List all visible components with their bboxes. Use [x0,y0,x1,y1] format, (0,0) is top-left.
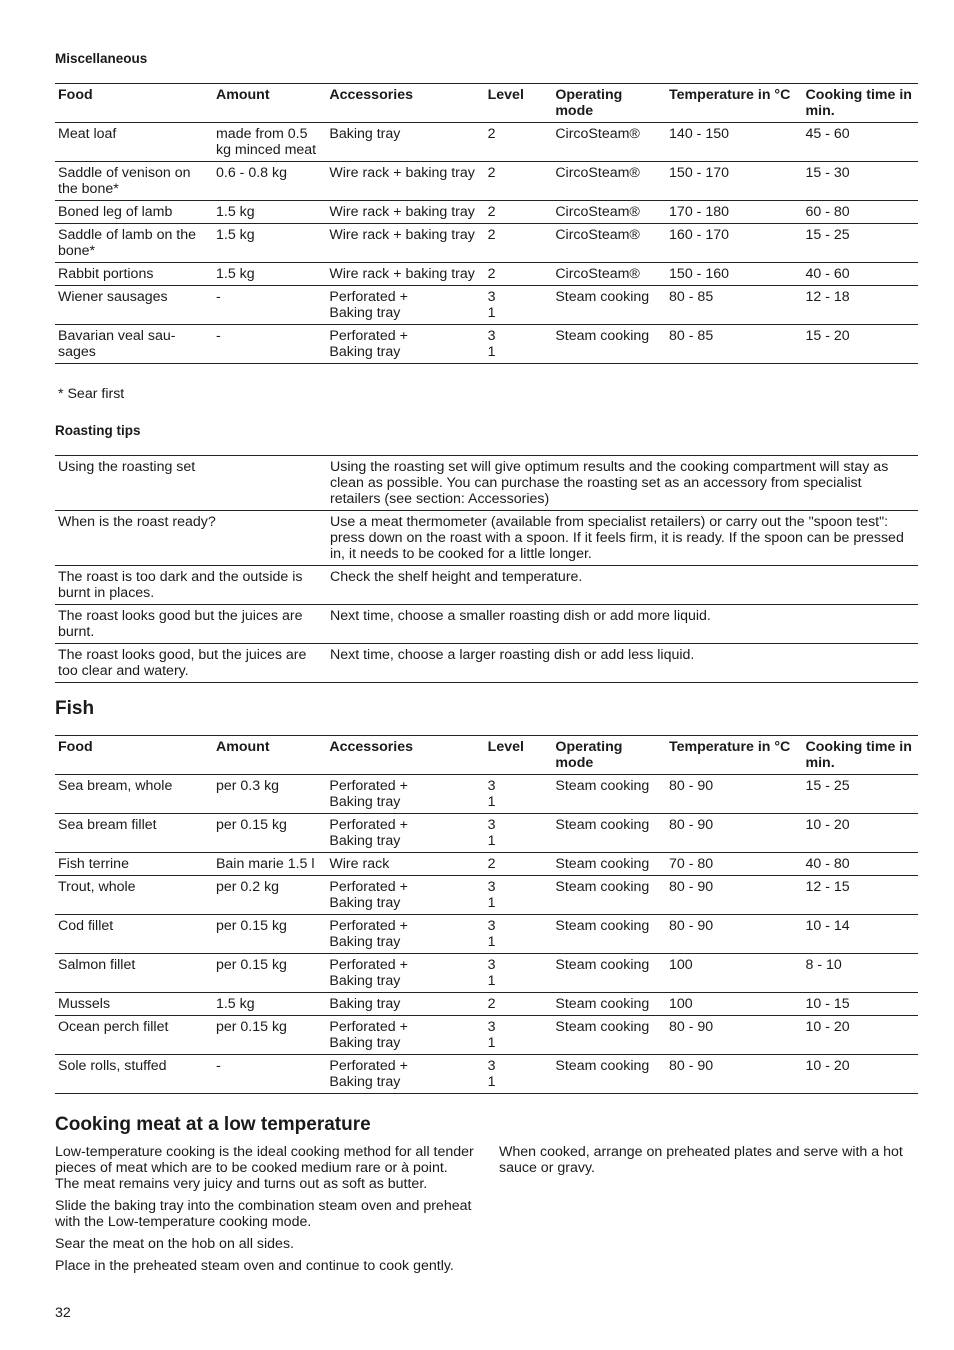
table-row [55,954,918,993]
lowtemp-right-column [499,1144,914,1182]
col-header-level: Level [487,739,524,755]
cell-temperature: 80 - 90 [668,778,714,794]
col-header-food: Food [58,739,93,755]
cell-level: 2 [487,227,496,243]
cell-amount: per 0.15 kg [215,957,287,973]
col-header-time: Cooking time in min. [805,739,912,771]
cell-accessories: Perforated + Baking tray [329,817,408,849]
cell-amount: per 0.15 kg [215,918,287,934]
table-row [55,644,918,683]
misc-footnote: * Sear first [58,386,125,402]
cell-accessories: Perforated + Baking tray [329,918,408,950]
cell-level: 3 1 [487,289,496,321]
page-number: 32 [55,1305,71,1321]
cell-food: Sole rolls, stuffed [58,1058,167,1074]
cell-mode: Steam cooking [555,996,650,1012]
tip-answer: Check the shelf height and temperature. [330,569,583,585]
cell-temperature: 160 - 170 [669,227,729,243]
tip-question: Using the roasting set [58,459,196,475]
tip-question: The roast looks good, but the juices are too clear and watery. [58,647,307,679]
table-row [55,325,918,364]
cell-amount: 1.5 kg [215,227,255,243]
cell-mode: Steam cooking [555,957,650,973]
cell-amount: - [215,1058,221,1074]
cell-temperature: 80 - 90 [668,879,714,895]
col-header-accessories: Accessories [329,739,413,755]
cell-food: Wiener sausages [58,289,168,305]
cell-accessories: Wire rack + baking tray [329,227,475,243]
cell-time: 15 - 30 [805,165,850,181]
cell-time: 40 - 80 [805,856,850,872]
col-header-mode: Operating mode [555,87,623,119]
paragraph: Sear the meat on the hob on all sides. [55,1236,294,1252]
tip-question: When is the roast ready? [58,514,216,530]
table-row [55,775,918,814]
roasting-heading: Roasting tips [55,423,141,438]
cell-amount: Bain marie 1.5 l [215,856,315,872]
cell-food: Ocean perch fillet [58,1019,169,1035]
cell-amount: per 0.15 kg [215,1019,287,1035]
cell-time: 10 - 20 [805,1019,850,1035]
table-row [55,1055,918,1094]
fish-heading: Fish [55,698,95,719]
cell-temperature: 80 - 85 [669,328,714,344]
cell-temperature: 100 [668,996,693,1012]
cell-accessories: Wire rack + baking tray [329,204,475,220]
cell-time: 15 - 20 [805,328,850,344]
lowtemp-left-column [55,1144,475,1280]
cell-level: 3 1 [487,1019,496,1051]
cell-temperature: 150 - 160 [669,266,729,282]
lowtemp-heading: Cooking meat at a low temperature [55,1114,371,1135]
cell-level: 3 1 [487,817,496,849]
cell-amount: made from 0.5 kg minced meat [215,126,317,158]
cell-accessories: Perforated + Baking tray [329,289,408,321]
cell-food: Saddle of venison on the bone* [58,165,191,197]
cell-temperature: 100 [668,957,693,973]
cell-mode: Steam cooking [555,817,650,833]
cell-time: 15 - 25 [805,778,850,794]
cell-time: 40 - 60 [805,266,850,282]
cell-amount: - [215,289,221,305]
cell-mode: Steam cooking [555,1058,650,1074]
table-row [55,123,918,162]
table-row [55,286,918,325]
paragraph: Low-temperature cooking is the ideal cooking method for all tender pieces of meat which are to be cooked medium rare or à point. The meat remains very juicy and turns out as soft as butter. [55,1144,474,1192]
tip-question: The roast looks good but the juices are burnt. [58,608,303,640]
col-header-temperature: Temperature in °C [669,87,791,103]
cell-temperature: 150 - 170 [669,165,729,181]
cell-mode: Steam cooking [555,289,650,305]
roasting-tips-table [55,455,918,683]
fish-table [55,735,918,1094]
cell-temperature: 80 - 90 [668,918,714,934]
cell-food: Bavarian veal sau- sages [58,328,176,360]
cell-temperature: 80 - 90 [668,1058,714,1074]
cell-accessories: Perforated + Baking tray [329,1019,408,1051]
table-row [55,814,918,853]
cell-food: Rabbit portions [58,266,154,282]
col-header-accessories: Accessories [329,87,413,103]
cell-time: 60 - 80 [805,204,850,220]
cell-level: 2 [487,996,496,1012]
cell-level: 2 [487,856,496,872]
cell-level: 3 1 [487,879,496,911]
cell-food: Mussels [58,996,111,1012]
table-row [55,201,918,224]
cell-mode: CircoSteam® [555,165,640,181]
cell-mode: Steam cooking [555,918,650,934]
cell-food: Sea bream, whole [58,778,173,794]
table-row [55,915,918,954]
cell-food: Salmon fillet [58,957,136,973]
cell-amount: per 0.2 kg [215,879,280,895]
cell-temperature: 80 - 90 [668,817,714,833]
col-header-amount: Amount [215,87,270,103]
cell-mode: CircoSteam® [555,266,640,282]
cell-time: 10 - 15 [805,996,850,1012]
col-header-temperature: Temperature in °C [668,739,791,755]
cell-level: 3 1 [487,918,496,950]
cell-temperature: 80 - 85 [669,289,714,305]
col-header-level: Level [487,87,524,103]
cell-food: Boned leg of lamb [58,204,173,220]
tip-answer: Using the roasting set will give optimum results and the cooking compartment will stay as clean as possible. You can purchase the roasting set as an accessory from specialist retailers (see section: Accessories) [330,459,889,507]
col-header-time: Cooking time in min. [805,87,912,119]
table-row [55,263,918,286]
tip-question: The roast is too dark and the outside is burnt in places. [58,569,303,601]
cell-temperature: 140 - 150 [669,126,729,142]
cell-mode: Steam cooking [555,856,650,872]
cell-amount: 1.5 kg [215,266,255,282]
cell-mode: Steam cooking [555,1019,650,1035]
table-row [55,605,918,644]
cell-level: 3 1 [487,957,496,989]
paragraph: Slide the baking tray into the combination steam oven and preheat with the Low-temperature cooking mode. [55,1198,472,1230]
cell-amount: 1.5 kg [215,996,255,1012]
cell-amount: 0.6 - 0.8 kg [215,165,287,181]
cell-food: Meat loaf [58,126,117,142]
cell-amount: 1.5 kg [215,204,255,220]
cell-food: Sea bream fillet [58,817,157,833]
cell-accessories: Perforated + Baking tray [329,328,408,360]
cell-time: 10 - 14 [805,918,850,934]
misc-heading: Miscellaneous [55,51,148,66]
cell-accessories: Baking tray [329,996,401,1012]
cell-level: 2 [487,204,496,220]
table-row [55,993,918,1016]
cell-food: Saddle of lamb on the bone* [58,227,197,259]
misc-table-body [55,123,918,364]
cell-food: Cod fillet [58,918,114,934]
cell-time: 12 - 18 [805,289,850,305]
col-header-food: Food [58,87,93,103]
cell-mode: Steam cooking [555,879,650,895]
tip-answer: Next time, choose a larger roasting dish or add less liquid. [330,647,695,663]
fish-header-row [55,736,918,775]
col-header-amount: Amount [215,739,270,755]
cell-time: 12 - 15 [805,879,850,895]
cell-amount: - [215,328,221,344]
cell-accessories: Wire rack + baking tray [329,165,475,181]
cell-food: Trout, whole [58,879,136,895]
table-row [55,566,918,605]
cell-mode: Steam cooking [555,778,650,794]
cell-accessories: Baking tray [329,126,401,142]
cell-level: 3 1 [487,1058,496,1090]
cell-time: 10 - 20 [805,817,850,833]
cell-accessories: Perforated + Baking tray [329,957,408,989]
cell-time: 8 - 10 [805,957,842,973]
cell-time: 10 - 20 [805,1058,850,1074]
cell-temperature: 80 - 90 [668,1019,714,1035]
cell-food: Fish terrine [58,856,129,872]
misc-header-row [55,84,918,123]
cell-accessories: Perforated + Baking tray [329,879,408,911]
cell-time: 15 - 25 [805,227,850,243]
cell-time: 45 - 60 [805,126,850,142]
cell-accessories: Wire rack [329,856,390,872]
cell-accessories: Perforated + Baking tray [329,778,408,810]
cell-accessories: Wire rack + baking tray [329,266,475,282]
table-row [55,456,918,511]
fish-table-body [55,775,918,1094]
table-row [55,853,918,876]
table-row [55,511,918,566]
cell-amount: per 0.3 kg [215,778,280,794]
cell-temperature: 170 - 180 [669,204,729,220]
cell-mode: CircoSteam® [555,227,640,243]
table-row [55,876,918,915]
tip-answer: Use a meat thermometer (available from specialist retailers) or carry out the "spoon test": press down on the roast with a spoon. If it feels firm, it is ready. If the spoon can be pressed in, it needs to be cooked for a little longer. [330,514,904,562]
cell-mode: CircoSteam® [555,204,640,220]
cell-level: 3 1 [487,778,496,810]
cell-amount: per 0.15 kg [215,817,287,833]
cell-level: 2 [487,165,496,181]
cell-level: 2 [487,126,496,142]
roasting-tips-body [55,456,918,683]
tip-answer: Next time, choose a smaller roasting dish or add more liquid. [330,608,711,624]
cell-accessories: Perforated + Baking tray [329,1058,408,1090]
cell-temperature: 70 - 80 [668,856,714,872]
cell-mode: Steam cooking [555,328,650,344]
cell-mode: CircoSteam® [555,126,640,142]
cell-level: 3 1 [487,328,496,360]
cell-level: 2 [487,266,496,282]
misc-table [55,83,918,364]
table-row [55,224,918,263]
col-header-mode: Operating mode [555,739,623,771]
table-row [55,1016,918,1055]
paragraph: Place in the preheated steam oven and continue to cook gently. [55,1258,454,1274]
paragraph: When cooked, arrange on preheated plates and serve with a hot sauce or gravy. [499,1144,903,1176]
table-row [55,162,918,201]
